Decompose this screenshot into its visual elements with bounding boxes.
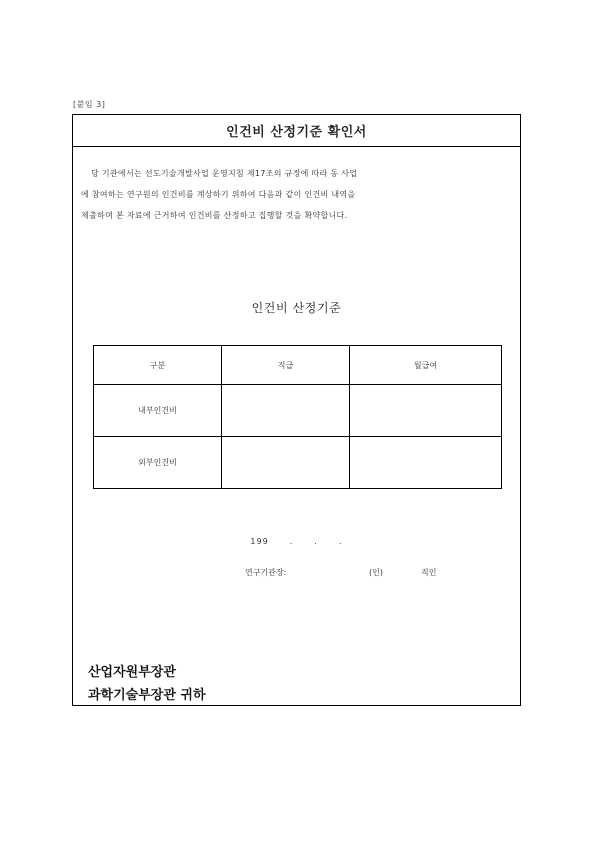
date-line [73, 537, 520, 546]
official-seal-mark: 직인 [421, 568, 437, 577]
form-title: 인건비 산정기준 확인서 [73, 115, 520, 147]
confirmation-form [72, 114, 521, 706]
table-row [94, 437, 502, 489]
cell-rank-internal[interactable] [222, 385, 350, 437]
intro-line: 당 기관에서는 선도기술개발사업 운영지침 제17조의 규정에 따라 동 사업 [91, 169, 358, 178]
addressee-block [88, 661, 206, 707]
attachment-label: [붙임 3] [73, 100, 106, 109]
seal-mark: (인) [369, 568, 383, 577]
row-category-internal: 내부인건비 [94, 385, 222, 437]
date-dot: . [314, 537, 318, 546]
signature-label: 연구기관장: [245, 568, 287, 577]
date-dot: . [289, 537, 294, 546]
section-title: 인건비 산정기준 [251, 301, 342, 315]
signature-line [245, 567, 437, 578]
intro-line: 에 참여하는 연구원의 인건비를 계상하기 위하여 다음과 같이 인건비 내역을 [81, 190, 356, 199]
addressee-line: 과학기술부장관 귀하 [88, 688, 206, 703]
table-row [94, 385, 502, 437]
header-monthly-salary: 월급여 [350, 346, 502, 385]
row-category-external: 외부인건비 [94, 437, 222, 489]
cell-salary-external[interactable] [350, 437, 502, 489]
addressee-line: 산업자원부장관 [88, 665, 176, 680]
personnel-cost-table [93, 345, 502, 489]
table-header-row [94, 346, 502, 385]
date-dot: . [339, 537, 343, 546]
cell-salary-internal[interactable] [350, 385, 502, 437]
intro-line: 제출하며 본 자료에 근거하여 인건비를 산정하고 집행할 것을 확약합니다. [81, 211, 348, 220]
cell-rank-external[interactable] [222, 437, 350, 489]
date-year: 199 [250, 537, 269, 546]
header-rank: 직급 [222, 346, 350, 385]
header-category: 구분 [94, 346, 222, 385]
intro-paragraph [81, 163, 511, 226]
